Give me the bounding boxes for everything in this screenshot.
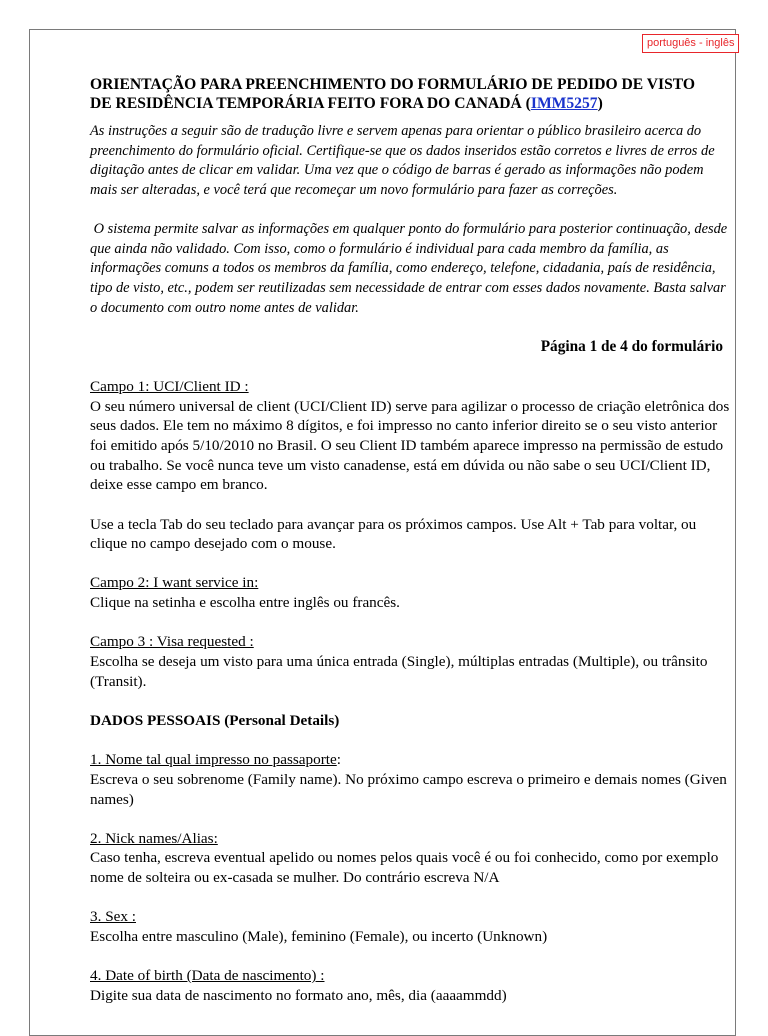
section-passport-name [90,750,730,809]
section-visa-requested [90,632,730,691]
section-sex [90,907,730,946]
section-heading-bold: DADOS PESSOAIS (Personal Details) [90,711,340,729]
section-heading-row [90,750,730,770]
section-heading: 2. Nick names/Alias: [90,829,218,847]
section-uci-client-id [90,377,730,495]
section-body: Digite sua data de nascimento no formato ano, mês, dia (aaaammdd) [90,987,507,1004]
intro-paragraph-2: O sistema permite salvar as informações em qualquer ponto do formulário para posterior continuação, desde que ainda não validado. Com isso, como o formulário é individual para cada membro da família, as informações comuns a todos os membros da família, como endereço, telefone, cidadania, país de residência, tipo de visto, etc., podem ser reutilizadas sem necessidade de entrar com esses dados novamente. Basta salvar o documento com outro nome antes de validar. [90,220,731,316]
section-body: O seu número universal de client (UCI/Client ID) serve para agilizar o processo de criação eletrônica dos seus dados. Ele tem no máximo 8 dígitos, e foi impresso no canto inferior direito se o seu visto anterior foi emitido após 5/10/2010 no Brasil. O seu Client ID também aparece impresso na permissão de estudo ou trabalho. Se você nunca teve um visto canadense, está em dúvida ou não sabe o seu UCI/Client ID, deixe esse campo em branco. [90,397,730,494]
section-body: Use a tecla Tab do seu teclado para avançar para os próximos campos. Use Alt + Tab para voltar, ou clique no campo desejado com o mouse. [90,515,697,553]
section-body: Escreva o seu sobrenome (Family name). No próximo campo escreva o primeiro e demais nomes (Given names) [90,770,727,808]
section-body: Clique na setinha e escolha entre inglês ou francês. [90,594,400,612]
section-heading: 4. Date of birth (Data de nascimento) : [90,967,325,985]
section-heading: Campo 3 : Visa requested : [90,633,254,651]
section-heading-colon: : [336,751,341,769]
section-body: Escolha entre masculino (Male), feminino (Female), ou incerto (Unknown) [90,928,548,946]
section-heading: Campo 1: UCI/Client ID : [90,377,249,395]
title-line-2-close: ) [597,95,603,112]
document-title [90,75,730,113]
section-body: Caso tenha, escreva eventual apelido ou nomes pelos quais você é ou foi conhecido, como por exemplo nome de solteira ou ex-casada se mulher. Do contrário escreva N/A [90,849,719,887]
page-indicator: Página 1 de 4 do formulário [540,338,723,356]
form-code-link[interactable]: IMM5257 [530,95,598,112]
section-personal-details [90,711,730,731]
section-heading: 1. Nome tal qual impresso no passaporte [90,751,337,769]
section-heading: Campo 2: I want service in: [90,574,259,592]
section-body: Escolha se deseja um visto para uma única entrada (Single), múltiplas entradas (Multiple), ou trânsito (Transit). [90,653,708,690]
title-line-1: ORIENTAÇÃO PARA PREENCHIMENTO DO FORMULÁRIO DE PEDIDO DE VISTO [90,76,696,93]
section-date-of-birth [90,966,730,1005]
intro-paragraph-1: As instruções a seguir são de tradução livre e servem apenas para orientar o público brasileiro acerca do preenchimento do formulário oficial. Certifique-se que os dados inseridos estão corretos e livres de erros de digitação antes de clicar em validar. Uma vez que o código de barras é gerado as informações não podem mais ser alteradas, e você terá que recomeçar um novo formulário para fazer as correções. [90,123,715,199]
section-service-language [90,573,730,612]
section-heading: 3. Sex : [90,908,136,926]
language-badge: português - inglês [642,34,739,53]
section-nick-names [90,829,730,888]
section-tab-instructions [90,515,730,554]
title-line-2 [90,94,730,113]
document-content [90,0,730,1026]
title-line-2-text: DE RESIDÊNCIA TEMPORÁRIA FEITO FORA DO CANADÁ ( [90,95,531,112]
